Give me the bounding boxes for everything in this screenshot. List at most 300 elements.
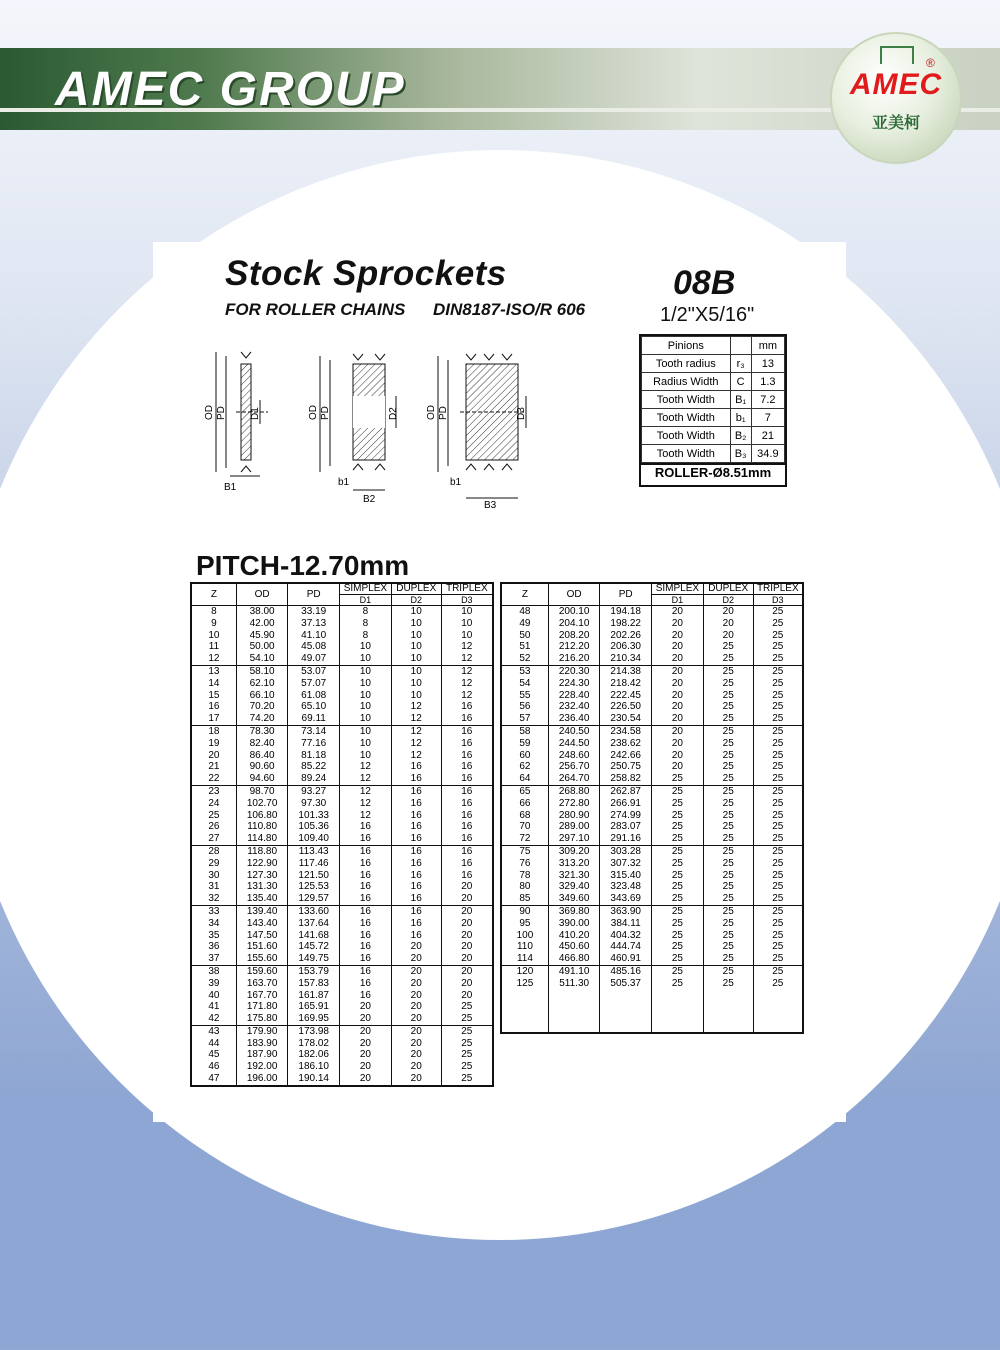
table-cell: 10 [191, 630, 236, 642]
table-cell: 20 [651, 690, 703, 702]
table-row [501, 713, 803, 725]
table-cell: 10 [339, 701, 391, 713]
table-row [191, 630, 493, 642]
table-cell: 20 [391, 1038, 441, 1050]
table-cell: 12 [441, 678, 493, 690]
table-cell: 190.14 [288, 1073, 340, 1086]
table-cell: 45 [191, 1049, 236, 1061]
table-cell: 16 [339, 821, 391, 833]
table-cell: 12 [391, 738, 441, 750]
table-row [501, 881, 803, 893]
table-cell: 141.68 [288, 930, 340, 942]
table-cell: 20 [703, 606, 753, 618]
table-cell: 50.00 [236, 641, 288, 653]
company-logo [830, 32, 962, 164]
table-cell: 10 [391, 606, 441, 618]
table-cell: 20 [651, 618, 703, 630]
table-cell: 10 [339, 738, 391, 750]
table-cell: 25 [703, 821, 753, 833]
table-cell: 450.60 [548, 941, 600, 953]
table-row [501, 833, 803, 845]
table-cell: 18 [191, 725, 236, 737]
table-cell: 16 [391, 761, 441, 773]
pitch-heading: PITCH-12.70mm [196, 550, 410, 581]
table-row [191, 690, 493, 702]
table-cell: 16 [391, 870, 441, 882]
table-cell: 20 [441, 978, 493, 990]
table-cell: 485.16 [600, 965, 652, 977]
table-cell: 25 [651, 881, 703, 893]
table-cell: 20 [391, 1013, 441, 1025]
table-cell: 24 [191, 798, 236, 810]
table-cell: 20 [651, 665, 703, 677]
table-cell: 139.40 [236, 905, 288, 917]
table-cell: 25 [703, 798, 753, 810]
table-cell: 25 [703, 905, 753, 917]
pinions-cell: 13 [751, 355, 784, 373]
table-cell: 25 [753, 690, 803, 702]
column-header: SIMPLEX [651, 583, 703, 595]
table-cell: 25 [651, 858, 703, 870]
table-cell: 16 [391, 773, 441, 785]
column-subheader: D3 [753, 595, 803, 606]
table-cell: 16 [441, 713, 493, 725]
table-cell: 210.34 [600, 653, 652, 665]
table-row [501, 905, 803, 917]
table-cell: 19 [191, 738, 236, 750]
table-cell: 20 [391, 941, 441, 953]
table-cell: 303.28 [600, 845, 652, 857]
table-cell: 25 [753, 653, 803, 665]
table-cell: 20 [339, 1061, 391, 1073]
table-cell: 120 [501, 965, 548, 977]
table-cell: 80 [501, 881, 548, 893]
column-header: DUPLEX [703, 583, 753, 595]
table-cell: 25 [703, 953, 753, 965]
table-cell: 25 [651, 833, 703, 845]
table-cell: 78 [501, 870, 548, 882]
table-cell: 236.40 [548, 713, 600, 725]
table-row [501, 773, 803, 785]
table-cell: 147.50 [236, 930, 288, 942]
table-row [191, 641, 493, 653]
table-cell: 369.80 [548, 905, 600, 917]
table-cell: 16 [441, 810, 493, 822]
column-header: OD [548, 583, 600, 606]
table-cell: 163.70 [236, 978, 288, 990]
table-cell: 169.95 [288, 1013, 340, 1025]
pinions-row [642, 427, 785, 445]
b1-label: B1 [224, 482, 237, 493]
table-cell: 20 [703, 618, 753, 630]
table-cell: 248.60 [548, 750, 600, 762]
table-cell: 25 [703, 690, 753, 702]
table-cell: 16 [339, 953, 391, 965]
pinions-cell: Tooth Width [642, 409, 731, 427]
table-cell: 16 [441, 701, 493, 713]
table-cell: 8 [191, 606, 236, 618]
table-cell: 283.07 [600, 821, 652, 833]
table-cell: 25 [753, 953, 803, 965]
pinions-cell: Tooth Width [642, 427, 731, 445]
column-subheader: D2 [391, 595, 441, 606]
table-cell: 25 [753, 678, 803, 690]
table-row [501, 798, 803, 810]
table-cell: 16 [391, 918, 441, 930]
table-row [191, 761, 493, 773]
table-cell: 20 [391, 1073, 441, 1086]
table-row [191, 810, 493, 822]
table-cell: 10 [339, 678, 391, 690]
table-cell: 16 [339, 905, 391, 917]
table-cell: 110.80 [236, 821, 288, 833]
table-cell: 16 [441, 833, 493, 845]
sheet-subtitle-right: DIN8187-ISO/R 606 [433, 300, 586, 319]
table-filler-row [501, 990, 803, 1033]
table-cell: 52 [501, 653, 548, 665]
column-header: TRIPLEX [753, 583, 803, 595]
table-row [501, 653, 803, 665]
table-cell: 343.69 [600, 893, 652, 905]
table-cell: 309.20 [548, 845, 600, 857]
table-cell: 22 [191, 773, 236, 785]
table-cell: 10 [391, 641, 441, 653]
table-row [501, 641, 803, 653]
table-cell: 220.30 [548, 665, 600, 677]
table-cell: 16 [339, 965, 391, 977]
table-row [501, 810, 803, 822]
table-cell: 74.20 [236, 713, 288, 725]
table-cell: 28 [191, 845, 236, 857]
table-cell: 68 [501, 810, 548, 822]
table-cell: 410.20 [548, 930, 600, 942]
table-cell: 16 [339, 930, 391, 942]
table-row [191, 678, 493, 690]
table-row [501, 630, 803, 642]
table-cell: 226.50 [600, 701, 652, 713]
table-cell: 101.33 [288, 810, 340, 822]
table-row [501, 761, 803, 773]
column-subheader: D2 [703, 595, 753, 606]
table-cell: 16 [339, 918, 391, 930]
table-cell: 16 [391, 893, 441, 905]
table-row [501, 701, 803, 713]
table-cell: 192.00 [236, 1061, 288, 1073]
table-cell: 25 [703, 725, 753, 737]
table-cell: 25 [651, 965, 703, 977]
table-cell: 171.80 [236, 1001, 288, 1013]
table-cell: 16 [441, 725, 493, 737]
table-cell: 25 [703, 845, 753, 857]
table-cell: 13 [191, 665, 236, 677]
table-cell: 234.58 [600, 725, 652, 737]
table-cell: 133.60 [288, 905, 340, 917]
table-row [191, 1073, 493, 1086]
table-cell: 114.80 [236, 833, 288, 845]
table-cell: 85.22 [288, 761, 340, 773]
table-cell: 25 [753, 833, 803, 845]
table-cell: 491.10 [548, 965, 600, 977]
pinions-cell: B₂ [730, 427, 751, 445]
table-cell: 25 [441, 1038, 493, 1050]
pinions-cell: b₁ [730, 409, 751, 427]
table-cell: 161.87 [288, 990, 340, 1002]
table-cell: 66.10 [236, 690, 288, 702]
table-cell: 27 [191, 833, 236, 845]
table-cell: 36 [191, 941, 236, 953]
table-filler-cell [548, 990, 600, 1033]
table-row [191, 798, 493, 810]
table-cell: 238.62 [600, 738, 652, 750]
table-cell: 35 [191, 930, 236, 942]
column-subheader: D1 [651, 595, 703, 606]
table-cell: 214.38 [600, 665, 652, 677]
table-cell: 20 [441, 953, 493, 965]
pinions-cell: Tooth Width [642, 391, 731, 409]
table-cell: 25 [703, 858, 753, 870]
pd-label: PD [216, 406, 227, 420]
table-cell: 25 [651, 773, 703, 785]
table-cell: 25 [703, 941, 753, 953]
table-cell: 289.00 [548, 821, 600, 833]
table-cell: 186.10 [288, 1061, 340, 1073]
table-cell: 25 [753, 618, 803, 630]
b1-small-label-triplex: b1 [450, 477, 462, 488]
table-cell: 33 [191, 905, 236, 917]
table-cell: 25 [651, 918, 703, 930]
table-cell: 48 [501, 606, 548, 618]
b2-label: B2 [363, 494, 376, 505]
table-cell: 262.87 [600, 785, 652, 797]
table-cell: 12 [391, 750, 441, 762]
table-cell: 10 [391, 618, 441, 630]
table-cell: 25 [753, 810, 803, 822]
table-cell: 12 [339, 761, 391, 773]
table-cell: 25 [753, 665, 803, 677]
table-cell: 25 [753, 725, 803, 737]
table-row [191, 1038, 493, 1050]
table-cell: 25 [753, 881, 803, 893]
table-cell: 25 [753, 870, 803, 882]
table-cell: 72 [501, 833, 548, 845]
pinions-header-cell [730, 337, 751, 355]
table-cell: 25 [703, 881, 753, 893]
table-cell: 315.40 [600, 870, 652, 882]
table-cell: 25 [703, 773, 753, 785]
table-row [191, 701, 493, 713]
table-cell: 363.90 [600, 905, 652, 917]
table-cell: 16 [191, 701, 236, 713]
table-cell: 208.20 [548, 630, 600, 642]
table-filler-cell [600, 990, 652, 1033]
table-cell: 39 [191, 978, 236, 990]
table-row [191, 893, 493, 905]
table-cell: 25 [703, 893, 753, 905]
table-cell: 25 [703, 665, 753, 677]
table-cell: 159.60 [236, 965, 288, 977]
table-cell: 20 [339, 1025, 391, 1037]
table-cell: 15 [191, 690, 236, 702]
pinions-table [639, 334, 787, 487]
table-cell: 25 [441, 1025, 493, 1037]
table-cell: 200.10 [548, 606, 600, 618]
table-cell: 10 [441, 630, 493, 642]
table-cell: 16 [391, 930, 441, 942]
table-cell: 25 [753, 738, 803, 750]
table-cell: 25 [651, 845, 703, 857]
table-row [191, 1025, 493, 1037]
table-cell: 25 [703, 833, 753, 845]
table-cell: 20 [651, 641, 703, 653]
table-cell: 272.80 [548, 798, 600, 810]
table-cell: 64 [501, 773, 548, 785]
table-cell: 9 [191, 618, 236, 630]
sheet-subtitle-left: FOR ROLLER CHAINS [225, 300, 406, 319]
table-cell: 153.79 [288, 965, 340, 977]
table-cell: 20 [651, 761, 703, 773]
table-cell: 173.98 [288, 1025, 340, 1037]
table-cell: 228.40 [548, 690, 600, 702]
column-header: OD [236, 583, 288, 606]
table-row [501, 941, 803, 953]
pinions-cell: 7.2 [751, 391, 784, 409]
table-cell: 25 [753, 978, 803, 990]
table-row [501, 845, 803, 857]
table-cell: 53 [501, 665, 548, 677]
table-cell: 460.91 [600, 953, 652, 965]
table-cell: 216.20 [548, 653, 600, 665]
table-cell: 20 [339, 1038, 391, 1050]
table-cell: 20 [441, 905, 493, 917]
table-row [191, 665, 493, 677]
table-cell: 25 [753, 773, 803, 785]
table-cell: 131.30 [236, 881, 288, 893]
table-cell: 117.46 [288, 858, 340, 870]
table-cell: 20 [391, 1001, 441, 1013]
table-cell: 175.80 [236, 1013, 288, 1025]
table-cell: 25 [651, 978, 703, 990]
table-cell: 198.22 [600, 618, 652, 630]
pinions-cell: 34.9 [751, 445, 784, 463]
table-cell: 25 [753, 905, 803, 917]
column-header: DUPLEX [391, 583, 441, 595]
pinions-cell: B₁ [730, 391, 751, 409]
chain-size: 1/2"X5/16" [660, 304, 755, 326]
table-cell: 25 [651, 785, 703, 797]
table-cell: 321.30 [548, 870, 600, 882]
table-cell: 65.10 [288, 701, 340, 713]
table-cell: 50 [501, 630, 548, 642]
pd-label-triplex: PD [438, 406, 449, 420]
table-cell: 25 [441, 1049, 493, 1061]
table-cell: 10 [339, 665, 391, 677]
table-cell: 349.60 [548, 893, 600, 905]
pinions-header-row [642, 337, 785, 355]
table-cell: 10 [339, 653, 391, 665]
table-cell: 155.60 [236, 953, 288, 965]
table-cell: 10 [391, 630, 441, 642]
table-cell: 54 [501, 678, 548, 690]
table-cell: 33.19 [288, 606, 340, 618]
table-row [191, 858, 493, 870]
table-cell: 145.72 [288, 941, 340, 953]
table-row [501, 606, 803, 618]
table-cell: 25 [703, 918, 753, 930]
table-cell: 58.10 [236, 665, 288, 677]
table-cell: 323.48 [600, 881, 652, 893]
table-cell: 25 [753, 713, 803, 725]
table-cell: 56 [501, 701, 548, 713]
table-cell: 73.14 [288, 725, 340, 737]
table-row [501, 930, 803, 942]
table-cell: 25 [703, 713, 753, 725]
table-cell: 218.42 [600, 678, 652, 690]
table-cell: 12 [441, 665, 493, 677]
table-cell: 12 [391, 701, 441, 713]
od-label-duplex: OD [308, 405, 319, 420]
table-cell: 25 [753, 965, 803, 977]
table-cell: 194.18 [600, 606, 652, 618]
table-cell: 54.10 [236, 653, 288, 665]
table-filler-cell [651, 990, 703, 1033]
table-cell: 109.40 [288, 833, 340, 845]
pinions-row [642, 409, 785, 427]
table-cell: 16 [441, 761, 493, 773]
table-cell: 25 [703, 978, 753, 990]
table-cell: 20 [651, 713, 703, 725]
table-cell: 16 [441, 858, 493, 870]
pinions-header-cell: mm [751, 337, 784, 355]
table-cell: 57 [501, 713, 548, 725]
table-cell: 20 [441, 881, 493, 893]
table-row [191, 845, 493, 857]
table-cell: 240.50 [548, 725, 600, 737]
table-cell: 16 [339, 870, 391, 882]
table-cell: 61.08 [288, 690, 340, 702]
table-cell: 25 [441, 1061, 493, 1073]
table-cell: 41 [191, 1001, 236, 1013]
table-row [191, 1001, 493, 1013]
sprocket-drawings [198, 350, 528, 510]
table-cell: 16 [391, 798, 441, 810]
table-cell: 121.50 [288, 870, 340, 882]
table-cell: 12 [441, 690, 493, 702]
table-row [191, 870, 493, 882]
pinions-cell: Tooth radius [642, 355, 731, 373]
table-cell: 90 [501, 905, 548, 917]
pinions-row [642, 391, 785, 409]
table-cell: 268.80 [548, 785, 600, 797]
table-cell: 25 [753, 641, 803, 653]
table-cell: 20 [651, 750, 703, 762]
table-cell: 20 [441, 941, 493, 953]
table-row [191, 881, 493, 893]
table-cell: 25 [191, 810, 236, 822]
table-cell: 113.43 [288, 845, 340, 857]
table-cell: 12 [339, 798, 391, 810]
table-filler-cell [753, 990, 803, 1033]
table-cell: 12 [441, 641, 493, 653]
table-cell: 167.70 [236, 990, 288, 1002]
table-cell: 20 [651, 738, 703, 750]
table-cell: 60 [501, 750, 548, 762]
table-cell: 182.06 [288, 1049, 340, 1061]
table-cell: 10 [339, 713, 391, 725]
table-cell: 31 [191, 881, 236, 893]
table-cell: 329.40 [548, 881, 600, 893]
table-cell: 78.30 [236, 725, 288, 737]
table-cell: 178.02 [288, 1038, 340, 1050]
